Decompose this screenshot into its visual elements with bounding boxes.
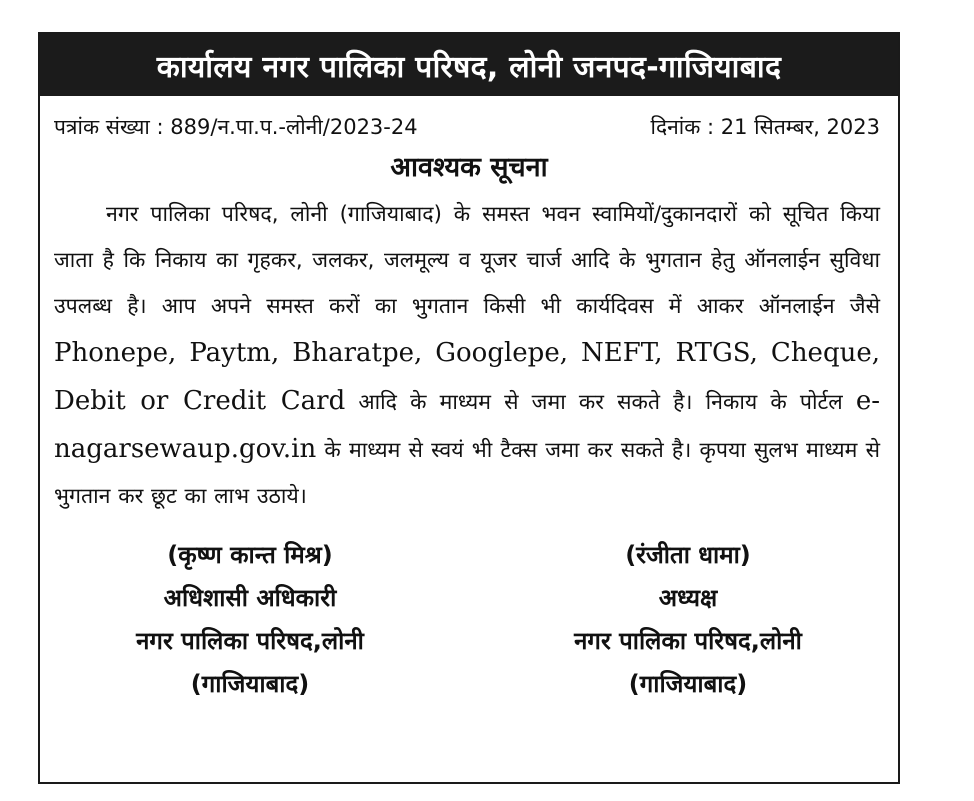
signatory-office: नगर पालिका परिषद,लोनी — [136, 627, 364, 655]
portal-url: e-nagarsewaup.gov.in — [54, 386, 880, 464]
reference-number: पत्रांक संख्या : 889/न.पा.प.-लोनी/2023-24 — [54, 115, 418, 139]
signatory-chairperson — [498, 534, 878, 706]
body-part-3: के माध्यम से स्वयं भी टैक्स जमा कर सकते है। कृपया सुलभ माध्यम से भुगतान कर छूट का लाभ उठाये। — [54, 438, 880, 509]
signatory-designation: अधिशासी अधिकारी — [163, 584, 337, 612]
payment-methods: Phonepe, Paytm, Bharatpe, Googlepe, NEFT, RTGS, Cheque, Debit or Credit Card — [54, 338, 880, 416]
signatory-executive-officer — [60, 534, 440, 706]
signatory-district: (गाजियाबाद) — [628, 670, 748, 698]
signatory-district: (गाजियाबाद) — [190, 670, 310, 698]
body-part-2: आदि के माध्यम से जमा कर सकते है। निकाय के पोर्टल — [358, 390, 843, 415]
public-notice — [38, 32, 900, 784]
signatory-office: नगर पालिका परिषद,लोनी — [574, 627, 802, 655]
body-part-1: नगर पालिका परिषद, लोनी (गाजियाबाद) के समस्त भवन स्वामियों/दुकानदारों को सूचित किया जाता है कि निकाय का गृहकर, जलकर, जलमूल्य व यूजर चार्ज आदि के भुगतान हेतु ऑनलाईन सुविधा उपलब्ध है। आप अपने समस्त करों का भुगतान किसी भी कार्यदिवस में आकर ऑनलाईन जैसे — [54, 202, 880, 319]
signatory-designation: अध्यक्ष — [658, 584, 718, 612]
signature-row — [40, 534, 898, 706]
signatory-name: (रंजीता धामा) — [625, 541, 751, 569]
office-header-text: कार्यालय नगर पालिका परिषद, लोनी जनपद-गाजियाबाद — [156, 49, 782, 85]
reference-row — [40, 96, 898, 142]
notice-body — [40, 188, 898, 520]
notice-title: आवश्यक सूचना — [390, 152, 548, 183]
notice-date: दिनांक : 21 सितम्बर, 2023 — [650, 115, 880, 139]
signatory-name: (कृष्ण कान्त मिश्र) — [167, 541, 333, 569]
office-header — [40, 34, 898, 96]
